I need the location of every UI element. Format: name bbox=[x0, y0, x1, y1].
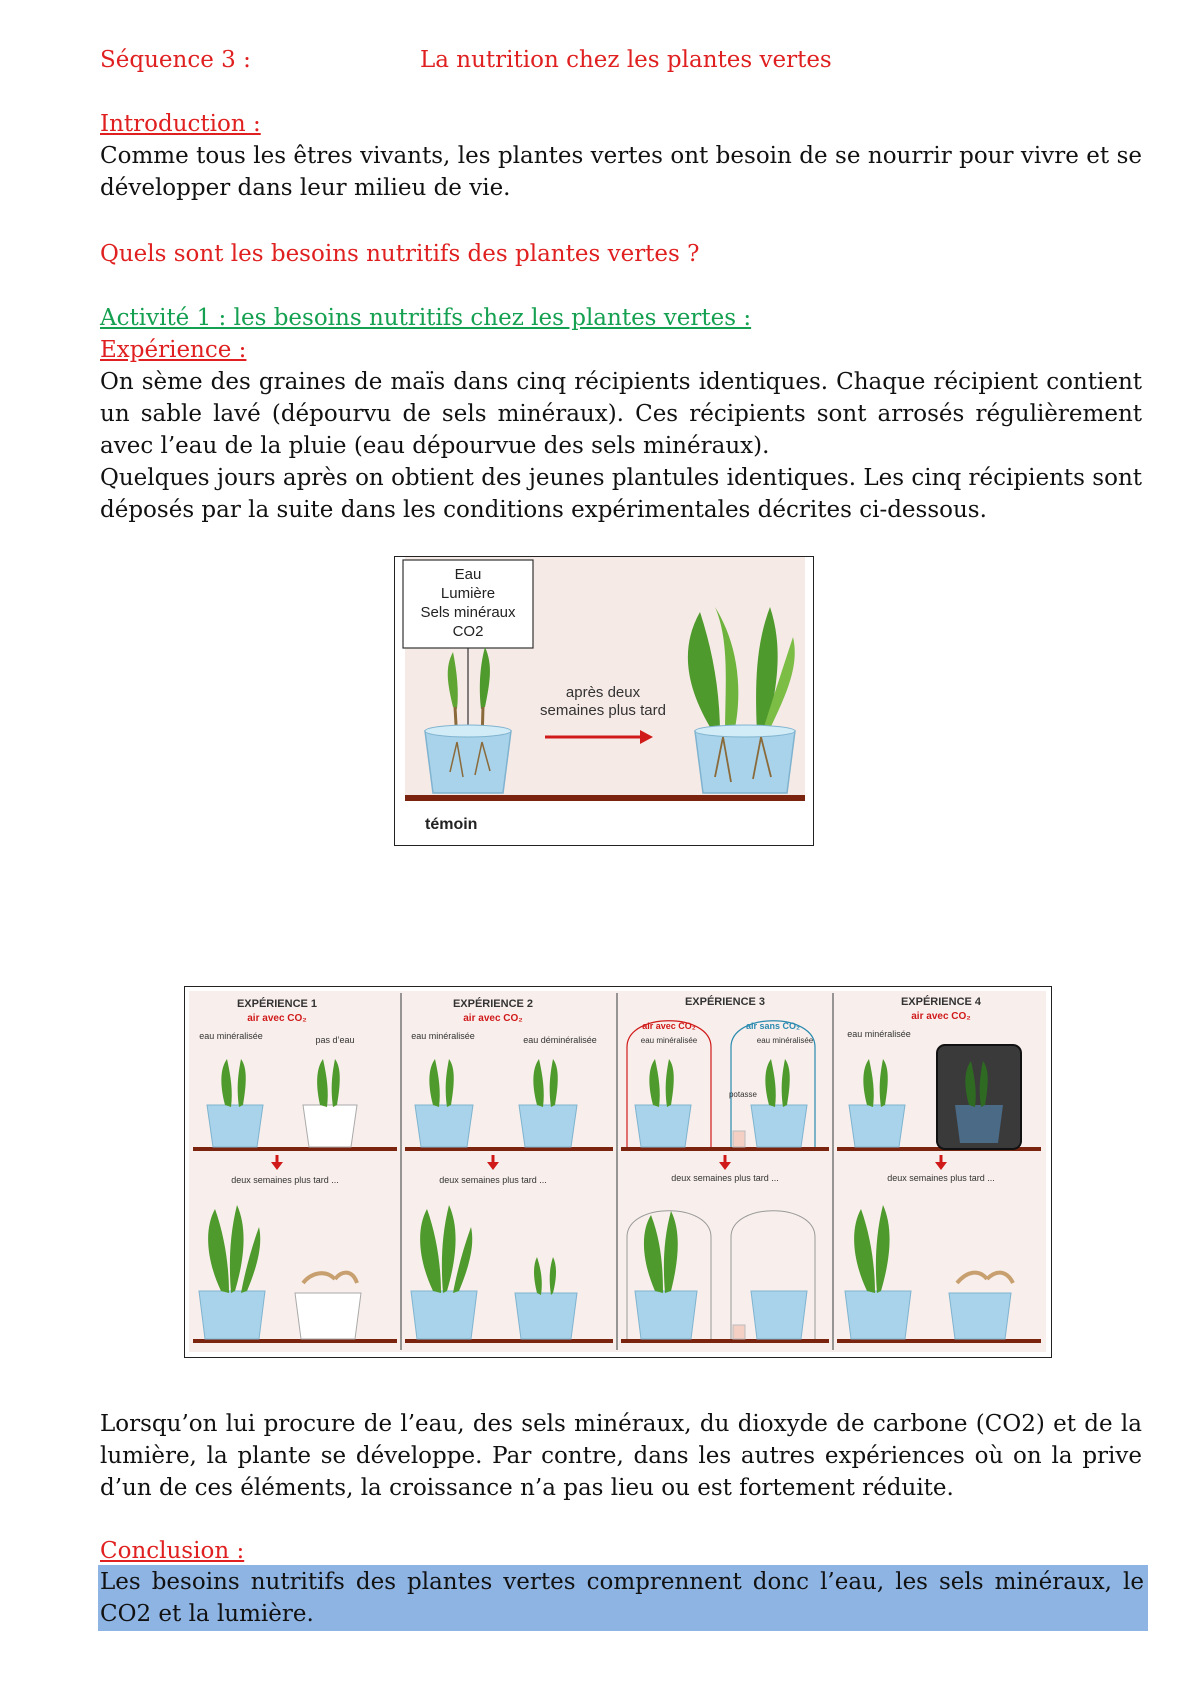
experiment-4-title: EXPÉRIENCE 4 bbox=[900, 996, 982, 1008]
experiment-2-title: EXPÉRIENCE 2 bbox=[452, 998, 534, 1010]
experiments-figure bbox=[184, 986, 1052, 1358]
page-title: La nutrition chez les plantes vertes bbox=[420, 47, 832, 73]
control-caption: témoin bbox=[425, 816, 478, 833]
control-experiment-illustration bbox=[395, 557, 812, 844]
experiment-3-potash-label: potasse bbox=[728, 1090, 758, 1099]
experiment-2-air: air avec CO₂ bbox=[463, 1013, 523, 1024]
experiment-1-left-label: eau minéralisée bbox=[199, 1031, 263, 1041]
result-paragraph: Lorsqu’on lui procure de l’eau, des sels minéraux, du dioxyde de carbone (CO2) et de la lumière, la plante se développe. Par contre, dans les autres expériences où on la prive d’un de ces éléments, la croissance n’a pas lieu ou est fortement réduite. bbox=[100, 1411, 1142, 1501]
experiment-3-left-label: eau minéralisée bbox=[640, 1036, 698, 1045]
arrow-label-line2: semaines plus tard bbox=[540, 702, 666, 719]
experiment-3-later: deux semaines plus tard ... bbox=[671, 1173, 779, 1183]
label-minerals: Sels minéraux bbox=[420, 604, 516, 621]
experiment-1-air: air avec CO₂ bbox=[247, 1013, 307, 1024]
experiments-illustration bbox=[185, 987, 1050, 1356]
sequence-label: Séquence 3 : bbox=[100, 47, 251, 73]
conclusion-text: Les besoins nutritifs des plantes vertes comprennent donc l’eau, les sels minéraux, le CO2 et la lumière. bbox=[100, 1569, 1144, 1627]
experiment-3-title: EXPÉRIENCE 3 bbox=[684, 996, 766, 1008]
introduction-heading: Introduction : bbox=[100, 111, 261, 137]
label-water: Eau bbox=[454, 566, 482, 583]
experiment-2-left-label: eau minéralisée bbox=[411, 1031, 475, 1041]
experience-paragraph-1: On sème des graines de maïs dans cinq récipients identiques. Chaque récipient contient un sable lavé (dépourvu de sels minéraux). Ces récipients sont arrosés régulièrement avec l’eau de la pluie (eau dépourvue des sels minéraux). bbox=[100, 369, 1142, 459]
experiment-3-air-right: air sans CO₂ bbox=[745, 1021, 801, 1031]
label-light: Lumière bbox=[440, 585, 496, 602]
experiment-1-later: deux semaines plus tard ... bbox=[231, 1175, 339, 1185]
experiment-3-air-left: air avec CO₂ bbox=[642, 1021, 696, 1031]
experiment-1-right-label: pas d’eau bbox=[315, 1035, 355, 1045]
experiment-4-left-label: eau minéralisée bbox=[847, 1029, 911, 1039]
experiment-4-later: deux semaines plus tard ... bbox=[887, 1173, 995, 1183]
arrow-label-line1: après deux bbox=[565, 684, 641, 701]
experiment-2-later: deux semaines plus tard ... bbox=[439, 1175, 547, 1185]
experiment-1-title: EXPÉRIENCE 1 bbox=[236, 998, 318, 1010]
experiment-4-air: air avec CO₂ bbox=[911, 1011, 971, 1022]
activity-heading: Activité 1 : les besoins nutritifs chez les plantes vertes : bbox=[100, 305, 752, 331]
control-experiment-figure bbox=[394, 556, 814, 846]
introduction-text: Comme tous les êtres vivants, les plantes vertes ont besoin de se nourrir pour vivre et se développer dans leur milieu de vie. bbox=[100, 143, 1142, 201]
experience-heading: Expérience : bbox=[100, 337, 247, 363]
experiment-3-right-label: eau minéralisée bbox=[756, 1036, 814, 1045]
experience-paragraph-2: Quelques jours après on obtient des jeunes plantules identiques. Les cinq récipients sont déposés par la suite dans les conditions expérimentales décrites ci-dessous. bbox=[100, 465, 1142, 523]
experiment-2-right-label: eau déminéralisée bbox=[523, 1035, 597, 1045]
conclusion-heading: Conclusion : bbox=[100, 1538, 245, 1564]
question-text: Quels sont les besoins nutritifs des plantes vertes ? bbox=[100, 241, 700, 267]
label-co2: CO2 bbox=[452, 623, 484, 640]
